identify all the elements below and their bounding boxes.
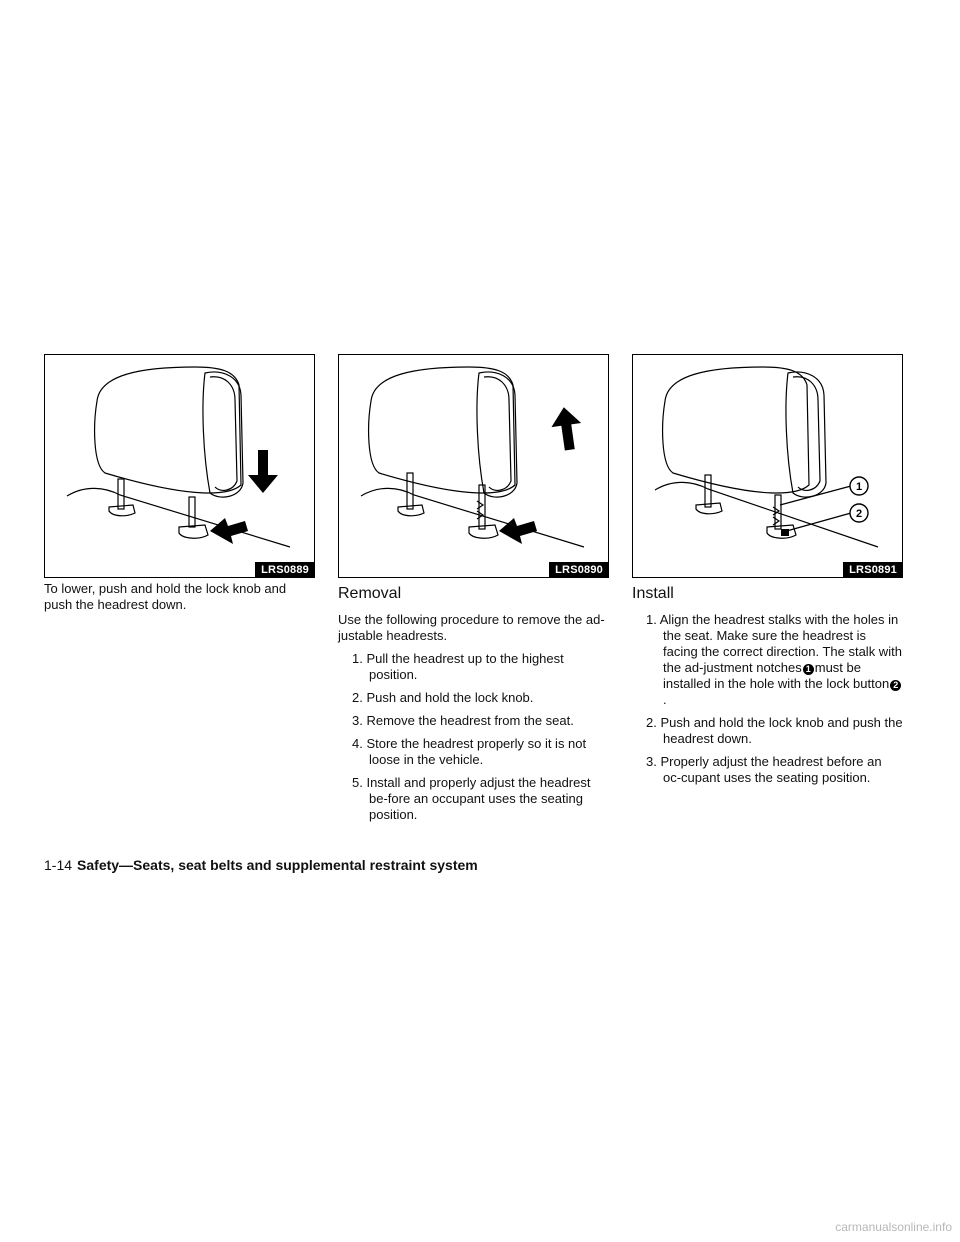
arrow-down-icon bbox=[248, 450, 278, 493]
install-step1-text: must be installed in the hole with the lock button bbox=[663, 660, 890, 691]
column-3 bbox=[632, 354, 903, 793]
column-2 bbox=[338, 354, 609, 830]
watermark: carmanualsonline.info bbox=[835, 1220, 952, 1234]
removal-steps bbox=[338, 651, 609, 823]
list-item: 5. Install and properly adjust the headrest be-fore an occupant uses the seating position. bbox=[352, 775, 591, 822]
callout-1-icon: 1 bbox=[803, 664, 814, 675]
install-step1-text: . bbox=[663, 692, 667, 707]
section-heading-removal: Removal bbox=[338, 585, 402, 602]
arrow-up-icon bbox=[549, 405, 585, 452]
install-step1-text: 1. Align the headrest stalks with the holes in the seat. Make sure the headrest is facing the correct direction. The stalk with the ad-justment notches bbox=[646, 612, 902, 675]
chapter-title: Safety—Seats, seat belts and supplemental restraint system bbox=[77, 857, 478, 873]
arrow-push-icon bbox=[499, 518, 537, 544]
lower-instruction: To lower, push and hold the lock knob and push the headrest down. bbox=[44, 581, 287, 612]
figure-code: LRS0890 bbox=[549, 562, 608, 577]
list-item: 2. Push and hold the lock knob and push the headrest down. bbox=[646, 715, 903, 746]
arrow-push-icon bbox=[210, 518, 248, 544]
callout-2-label: 2 bbox=[855, 508, 863, 520]
callout-1-icon bbox=[850, 477, 868, 495]
figure-code: LRS0889 bbox=[255, 562, 314, 577]
figure-removal bbox=[338, 354, 609, 578]
list-item: 4. Store the headrest properly so it is not loose in the vehicle. bbox=[352, 736, 587, 767]
callout-1-label: 1 bbox=[855, 481, 863, 493]
figure-install bbox=[632, 354, 903, 578]
list-item: 1. Pull the headrest up to the highest position. bbox=[352, 651, 564, 682]
page-number: 1-14 bbox=[44, 857, 73, 873]
figure-lower-headrest bbox=[44, 354, 315, 578]
headrest-lower-illustration bbox=[45, 355, 314, 577]
callout-2-icon: 2 bbox=[890, 680, 901, 691]
list-item bbox=[632, 612, 903, 708]
callout-2-icon bbox=[850, 504, 868, 522]
column-1 bbox=[44, 354, 315, 613]
list-item: 2. Push and hold the lock knob. bbox=[352, 690, 534, 705]
removal-intro: Use the following procedure to remove the ad-justable headrests. bbox=[338, 612, 605, 643]
page-footer bbox=[44, 856, 478, 874]
section-heading-install: Install bbox=[632, 585, 674, 602]
headrest-removal-illustration bbox=[339, 355, 608, 577]
figure-code: LRS0891 bbox=[843, 562, 902, 577]
list-item: 3. Properly adjust the headrest before an oc-cupant uses the seating position. bbox=[646, 754, 882, 785]
list-item: 3. Remove the headrest from the seat. bbox=[352, 713, 574, 728]
headrest-install-illustration bbox=[633, 355, 902, 577]
install-steps bbox=[632, 612, 903, 786]
